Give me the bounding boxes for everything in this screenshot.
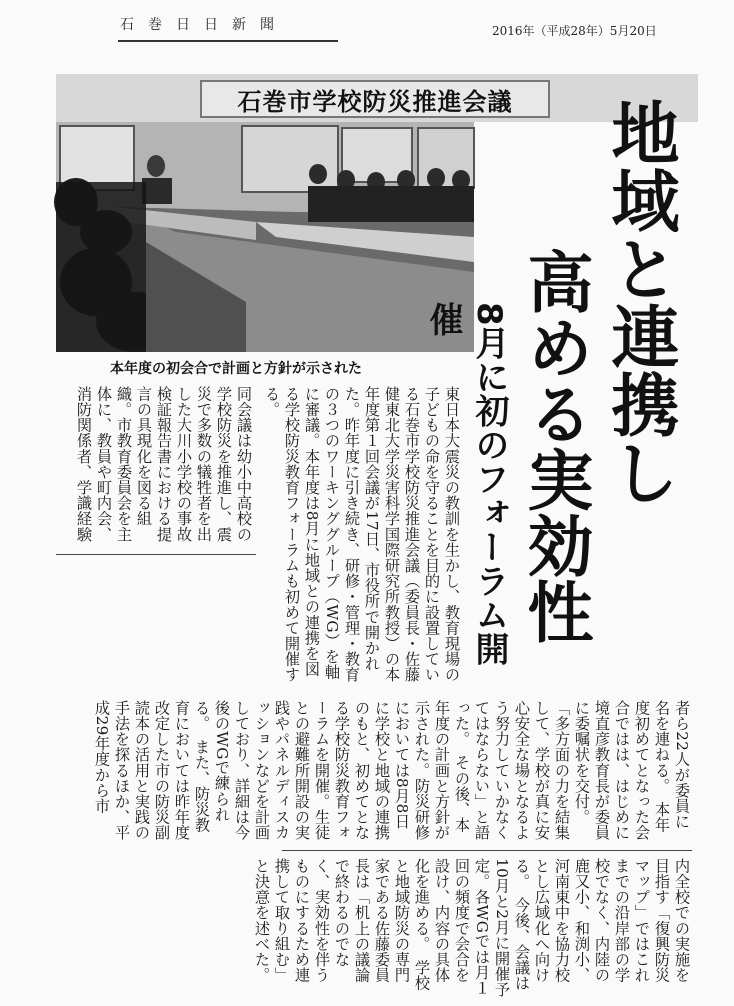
issue-date: 2016年（平成28年）5月20日 <box>492 24 657 38</box>
newspaper-masthead: 石巻日日新聞 <box>120 17 288 33</box>
article-title: 石巻市学校防災推進会議 <box>200 80 550 118</box>
article-body-upper-left: 同会議は幼小中高校の学校防災を推進し、震災で多数の犠牲者を出した大川小学校の事故検証報告書における提言の具現化を図る組織。市教育委員会を主体に、教員や町内会、消防関係者、学識経験 <box>75 386 253 542</box>
article-body-middle: 者ら22人が委員に名を連ねる。 本年度初めてとなった会合ではは、はじめに境直彦教育長が委員に委嘱状を交付。「多方面の力を結集して、学校が真に安心安全な場となるよう努力していかなくてはならない」と語った。 その後、本年度の計画と方針が示された。防災研修においては8月8日に学校と地域の連携のもと、初めてとなる学校防災教育フォーラムを開催。生徒との避難所開設の実践やパネルディスカッションなどを計画しており、詳細は今後のWGで練られる。 また、防災教育においては昨年度改定した市の防災副読本の活用と実践の手法を探るほか、平成29年度から市 <box>93 700 691 841</box>
article-body-lower: 内全校での実施を目指す「復興防災マップ」ではこれまでの沿岸部の学校でなく、内陸の鹿又小、和渕小、河南東中を協力校とし広域化へ向ける。 今後、会議は10月と2月に開催予定。各WGでは月１回の頻度で会合を設け、内容の具体化を進める。 学校と地域防災の専門家である佐藤委員長は「机上の議論で終わるのでなく、実効性を伴うものにするため連携して取り組む」と決意を述べた。 <box>253 858 691 998</box>
meeting-photo <box>56 122 474 352</box>
article-body-left-cont <box>56 562 256 686</box>
photo-caption: 本年度の初会合で計画と方針が示された <box>110 361 362 377</box>
masthead-rule <box>118 40 338 42</box>
headline-main-line2: 高める実効性 <box>516 248 593 644</box>
meeting-photo-image <box>56 122 474 352</box>
article-body-upper: 東日本大震災の教訓を生かし、教育現場の子どもの命を守ることを目的に設置している石巻市学校防災推進会議（委員長・佐藤健東北大学災害科学国際研究所教授）の本年度第１回会議が17日、市役所で開かれた。昨年度に引き続き、研修・管理・教育の３つのワーキンググループ（WG）を軸に審議。本年度は8月に地域との連携を図る学校防災教育フォーラムも初めて開催する。 <box>263 386 461 683</box>
headline-sub: 8月に初のフォーラム開催 <box>423 302 509 666</box>
column-rule-lower <box>282 850 692 851</box>
headline-main: 地域と連携し <box>600 98 679 506</box>
column-rule <box>56 554 256 555</box>
